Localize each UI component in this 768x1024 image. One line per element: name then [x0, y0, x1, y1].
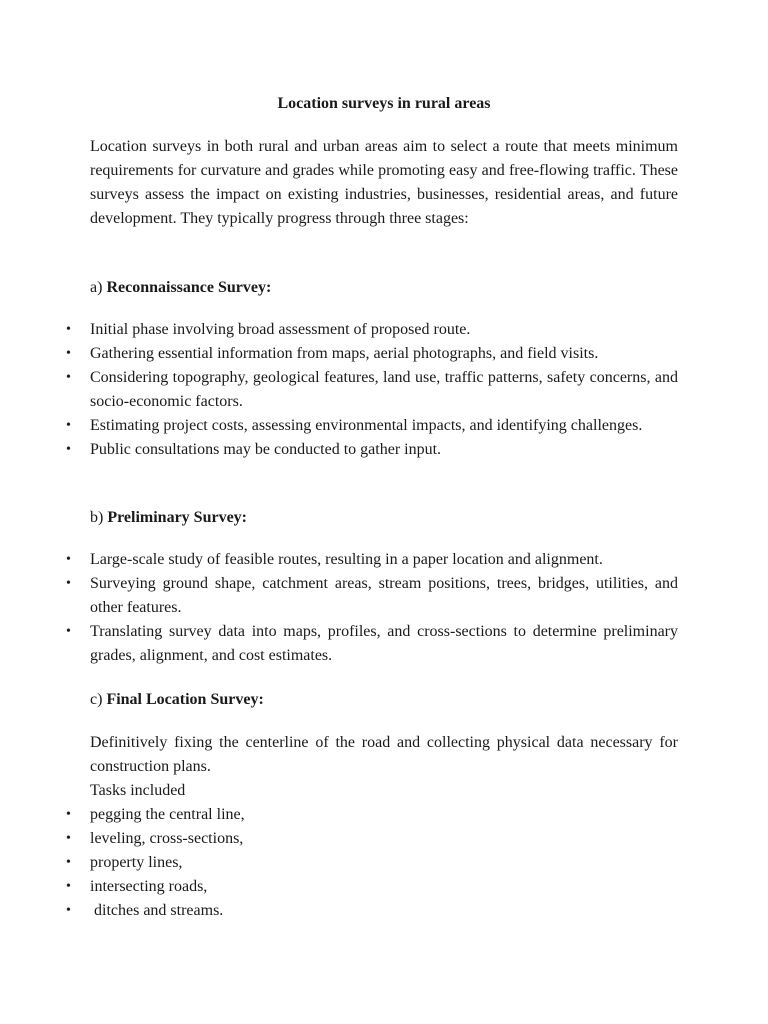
section-prefix: a) — [90, 279, 107, 296]
section-title: Reconnaissance Survey: — [106, 279, 272, 296]
section-title: Preliminary Survey: — [107, 509, 248, 526]
list-item: • Large-scale study of feasible routes, resulting in a paper location and alignment. — [90, 548, 678, 572]
section-heading-preliminary — [90, 508, 247, 528]
preliminary-list — [90, 548, 678, 668]
list-item: • Initial phase involving broad assessment of proposed route. — [90, 318, 678, 342]
list-item: • leveling, cross-sections, — [90, 827, 678, 851]
section-title: Final Location Survey: — [106, 691, 264, 708]
list-item: • intersecting roads, — [90, 875, 678, 899]
document-title: Location surveys in rural areas — [277, 95, 491, 112]
list-item: • Considering topography, geological features, land use, traffic patterns, safety concerns, and socio-economic factors. — [90, 366, 678, 414]
reconnaissance-list — [90, 318, 678, 462]
section-heading-final-location — [90, 690, 264, 710]
list-item: • Gathering essential information from maps, aerial photographs, and field visits. — [90, 342, 678, 366]
list-item: • pegging the central line, — [90, 803, 678, 827]
list-item: • property lines, — [90, 851, 678, 875]
section-prefix: c) — [90, 691, 107, 708]
list-item: • Public consultations may be conducted to gather input. — [90, 438, 678, 462]
section-prefix: b) — [90, 509, 108, 526]
tasks-list — [90, 803, 678, 923]
intro-paragraph: Location surveys in both rural and urban areas aim to select a route that meets minimum requirements for curvature and grades while promoting easy and free-flowing traffic. These surveys assess the impact on existing industries, businesses, residential areas, and future development. They typically progress through three stages: — [90, 138, 678, 227]
final-location-paragraph: Definitively fixing the centerline of the road and collecting physical data necessary for construction plans. — [90, 734, 678, 775]
list-item: • Estimating project costs, assessing environmental impacts, and identifying challenges. — [90, 414, 678, 438]
list-item: • ditches and streams. — [90, 899, 678, 923]
section-heading-reconnaissance — [90, 278, 271, 298]
tasks-label: Tasks included — [90, 782, 186, 799]
list-item: • Surveying ground shape, catchment areas, stream positions, trees, bridges, utilities, and other features. — [90, 572, 678, 620]
list-item: • Translating survey data into maps, profiles, and cross-sections to determine preliminary grades, alignment, and cost estimates. — [90, 620, 678, 668]
